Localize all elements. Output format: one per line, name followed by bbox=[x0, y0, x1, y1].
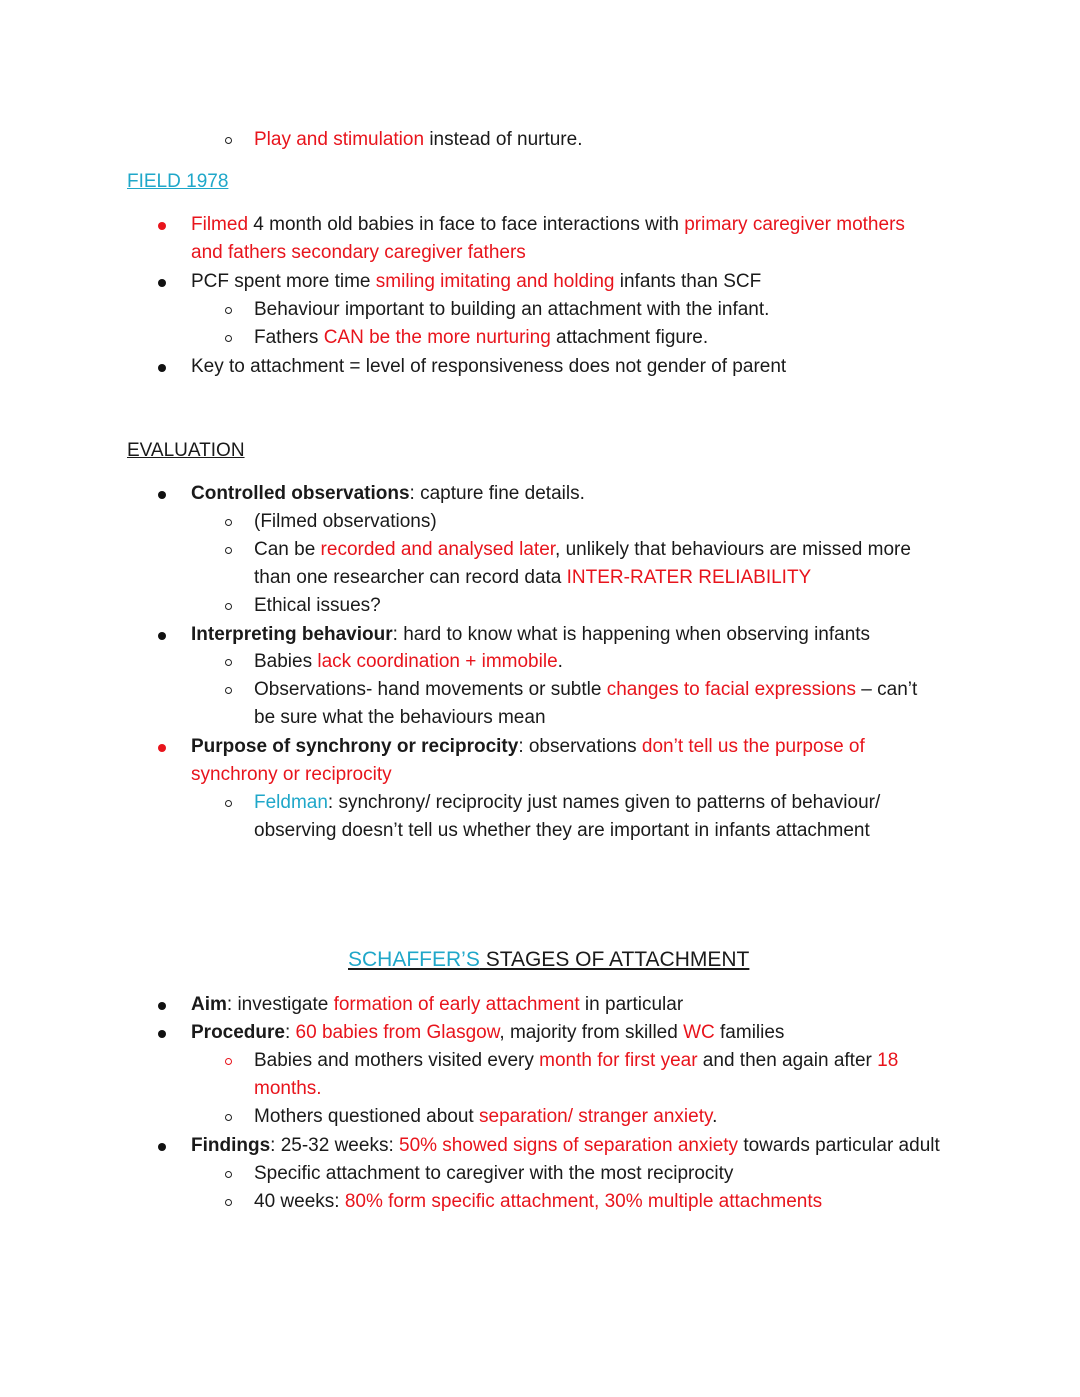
find-post: towards particular adult bbox=[738, 1135, 940, 1156]
ps1-red2: 18 bbox=[877, 1050, 899, 1071]
field-sub-1: Behaviour important to building an attachment with the infant. bbox=[254, 299, 770, 320]
field-s2-post: attachment figure. bbox=[550, 327, 709, 348]
eval-e3-sub-1-line-1 bbox=[254, 789, 880, 817]
eval-e3-bold: Purpose of synchrony or reciprocity bbox=[191, 736, 519, 757]
eval-e2-sub-1 bbox=[254, 648, 563, 676]
findings-sub-2 bbox=[254, 1188, 822, 1216]
eval-e1s2-l2-red: INTER-RATER RELIABILITY bbox=[566, 567, 812, 588]
ps1-red: month for first year bbox=[539, 1050, 698, 1071]
sub-bullet-marker bbox=[225, 547, 232, 554]
proc-red2: WC bbox=[683, 1022, 715, 1043]
bullet-marker bbox=[158, 1030, 166, 1038]
eval-bullet-2 bbox=[191, 621, 870, 649]
proc-bold: Procedure bbox=[191, 1022, 285, 1043]
bullet-marker bbox=[158, 364, 166, 372]
field-sub-2 bbox=[254, 324, 708, 352]
sub-bullet-marker bbox=[225, 1114, 232, 1121]
bullet-marker bbox=[158, 744, 166, 752]
eval-bullet-1 bbox=[191, 480, 585, 508]
schaffer-title-rest: STAGES OF ATTACHMENT bbox=[479, 948, 750, 971]
sub-bullet-marker bbox=[225, 659, 232, 666]
field-b1-red2: primary caregiver mothers bbox=[684, 214, 905, 235]
schaffer-aim bbox=[191, 991, 683, 1019]
field-b2-pre: PCF spent more time bbox=[191, 271, 376, 292]
sub-bullet-marker bbox=[225, 603, 232, 610]
fs2-red: 80% form specific attachment, 30% multiple attachments bbox=[344, 1191, 823, 1212]
top-sub-rest: instead of nurture. bbox=[424, 129, 583, 150]
field-b2-red: smiling imitating and holding bbox=[375, 271, 615, 292]
bullet-marker bbox=[158, 222, 166, 230]
sub-bullet-marker bbox=[225, 519, 232, 526]
field-b1-mid: 4 month old babies in face to face interactions with bbox=[248, 214, 685, 235]
eval-e1-rest: : capture fine details. bbox=[409, 483, 585, 504]
eval-e1s2-post: , unlikely that behaviours are missed more bbox=[555, 539, 911, 560]
proc-sub-2 bbox=[254, 1103, 717, 1131]
eval-e1-sub-1: (Filmed observations) bbox=[254, 511, 437, 532]
top-sub-item bbox=[254, 126, 582, 154]
eval-e3s1-rest: : synchrony/ reciprocity just names given to patterns of behaviour/ bbox=[327, 792, 881, 813]
field-bullet-2 bbox=[191, 268, 761, 296]
eval-e2-rest: : hard to know what is happening when observing infants bbox=[392, 624, 871, 645]
find-red: 50% showed signs of separation anxiety bbox=[399, 1135, 739, 1156]
proc-sub-1-line-2: months. bbox=[254, 1078, 322, 1099]
eval-e2s2-red: changes to facial expressions bbox=[606, 679, 856, 700]
eval-bullet-3-line-1 bbox=[191, 733, 865, 761]
aim-bold: Aim bbox=[191, 994, 227, 1015]
schaffer-findings bbox=[191, 1132, 940, 1160]
sub-bullet-marker bbox=[225, 1171, 232, 1178]
sub-bullet-marker bbox=[225, 335, 232, 342]
bullet-marker bbox=[158, 491, 166, 499]
eval-e2s2-post: – can’t bbox=[856, 679, 918, 700]
schaffer-title-cyan: SCHAFFER’S bbox=[348, 948, 480, 971]
field-bullet-1-line-1 bbox=[191, 211, 905, 239]
feldman-ref: Feldman bbox=[254, 792, 328, 813]
top-sub-red: Play and stimulation bbox=[254, 129, 425, 150]
eval-e1s2-l2-pre: than one researcher can record data bbox=[254, 567, 567, 588]
eval-e3-mid: : observations bbox=[518, 736, 642, 757]
schaffer-procedure bbox=[191, 1019, 784, 1047]
evaluation-heading: EVALUATION bbox=[127, 440, 245, 461]
sub-bullet-marker bbox=[225, 137, 232, 144]
eval-e2s2-pre: Observations- hand movements or subtle bbox=[254, 679, 607, 700]
sub-bullet-marker bbox=[225, 687, 232, 694]
field-bullet-3: Key to attachment = level of responsiveness does not gender of parent bbox=[191, 356, 787, 377]
eval-bullet-3-line-2: synchrony or reciprocity bbox=[191, 764, 392, 785]
eval-e1-sub-2-line-1 bbox=[254, 536, 911, 564]
find-bold: Findings bbox=[191, 1135, 271, 1156]
eval-e1-bold: Controlled observations bbox=[191, 483, 410, 504]
sub-bullet-marker bbox=[225, 1199, 232, 1206]
field-s2-pre: Fathers bbox=[254, 327, 324, 348]
field-heading: FIELD 1978 bbox=[127, 171, 229, 192]
bullet-marker bbox=[158, 1143, 166, 1151]
sub-bullet-marker bbox=[225, 307, 232, 314]
schaffer-title bbox=[348, 944, 749, 976]
eval-e1s2-red: recorded and analysed later bbox=[320, 539, 556, 560]
field-s2-red: CAN be the more nurturing bbox=[323, 327, 551, 348]
ps2-pre: Mothers questioned about bbox=[254, 1106, 479, 1127]
ps1-pre: Babies and mothers visited every bbox=[254, 1050, 540, 1071]
eval-e1-sub-3: Ethical issues? bbox=[254, 595, 381, 616]
proc-red: 60 babies from Glasgow bbox=[295, 1022, 500, 1043]
fs2-pre: 40 weeks: bbox=[254, 1191, 345, 1212]
proc-pre: : bbox=[284, 1022, 296, 1043]
bullet-marker bbox=[158, 632, 166, 640]
ps2-red: separation/ stranger anxiety bbox=[479, 1106, 713, 1127]
eval-e2-sub-2-line-1 bbox=[254, 676, 917, 704]
sub-bullet-marker bbox=[225, 800, 232, 807]
aim-red: formation of early attachment bbox=[333, 994, 580, 1015]
eval-e1s2-pre: Can be bbox=[254, 539, 321, 560]
eval-e2-sub-2-line-2: be sure what the behaviours mean bbox=[254, 707, 546, 728]
proc-post: families bbox=[714, 1022, 785, 1043]
find-pre: : 25-32 weeks: bbox=[270, 1135, 399, 1156]
proc-sub-1-line-1 bbox=[254, 1047, 898, 1075]
bullet-marker bbox=[158, 279, 166, 287]
aim-post: in particular bbox=[579, 994, 684, 1015]
field-bullet-1-line-2: and fathers secondary caregiver fathers bbox=[191, 242, 526, 263]
eval-e2s1-pre: Babies bbox=[254, 651, 318, 672]
proc-mid: , majority from skilled bbox=[499, 1022, 684, 1043]
eval-e1-sub-2-line-2 bbox=[254, 564, 811, 592]
sub-bullet-marker bbox=[225, 1058, 232, 1065]
eval-e2s1-post: . bbox=[557, 651, 563, 672]
eval-e2-bold: Interpreting behaviour bbox=[191, 624, 393, 645]
aim-pre: : investigate bbox=[226, 994, 334, 1015]
field-b2-post: infants than SCF bbox=[614, 271, 762, 292]
eval-e2s1-red: lack coordination + immobile bbox=[317, 651, 558, 672]
ps1-mid: and then again after bbox=[697, 1050, 878, 1071]
eval-e3-sub-1-line-2: observing doesn’t tell us whether they are important in infants attachment bbox=[254, 820, 870, 841]
field-filmed: Filmed bbox=[191, 214, 249, 235]
findings-sub-1: Specific attachment to caregiver with the most reciprocity bbox=[254, 1163, 734, 1184]
bullet-marker bbox=[158, 1002, 166, 1010]
ps2-post: . bbox=[712, 1106, 718, 1127]
eval-e3-red: don’t tell us the purpose of bbox=[641, 736, 865, 757]
